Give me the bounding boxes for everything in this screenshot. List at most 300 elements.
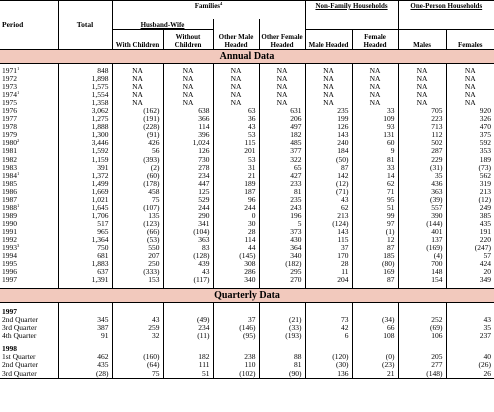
data-cell: 135 — [112, 212, 163, 220]
data-cell: 115 — [213, 139, 259, 147]
data-cell: 363 — [398, 188, 446, 196]
period-label: 1993 — [2, 244, 17, 253]
data-cell: NA — [446, 99, 494, 107]
data-cell: 31 — [213, 164, 259, 172]
data-cell: 1,554 — [58, 91, 112, 99]
row-period — [0, 196, 58, 204]
data-cell: 439 — [163, 260, 213, 268]
data-cell: 286 — [213, 268, 259, 276]
data-cell: NA — [352, 83, 398, 91]
data-cell: (228) — [112, 123, 163, 131]
annual-row — [0, 107, 494, 115]
nonfamily-label: Non-Family Households — [315, 2, 388, 10]
data-cell: 363 — [163, 236, 213, 244]
data-cell: 136 — [305, 370, 352, 379]
data-cell: 99 — [352, 212, 398, 220]
data-cell: 28 — [305, 260, 352, 268]
period-footnote: 1 — [17, 91, 20, 96]
data-cell: (4) — [398, 252, 446, 260]
row-period — [0, 139, 58, 147]
data-cell: 109 — [352, 115, 398, 123]
data-cell: 259 — [112, 324, 163, 332]
data-cell: (182) — [259, 260, 305, 268]
data-cell: 112 — [398, 131, 446, 139]
data-cell: 430 — [259, 236, 305, 244]
row-period — [0, 91, 58, 99]
data-cell: 340 — [259, 252, 305, 260]
period-label: 1972 — [2, 75, 17, 84]
data-cell: NA — [305, 67, 352, 75]
annual-row — [0, 172, 494, 180]
data-cell: 42 — [305, 324, 352, 332]
period-label: 1975 — [2, 99, 17, 108]
data-cell: 87 — [352, 244, 398, 252]
data-cell: NA — [163, 99, 213, 107]
data-cell: 1,391 — [58, 276, 112, 285]
data-cell: 199 — [305, 115, 352, 123]
data-cell: 108 — [352, 332, 398, 340]
data-cell: 713 — [398, 123, 446, 131]
data-cell: 57 — [446, 252, 494, 260]
data-cell: (1) — [352, 228, 398, 236]
data-cell: 396 — [163, 131, 213, 139]
data-cell: 53 — [213, 131, 259, 139]
data-cell: 43 — [163, 268, 213, 276]
data-cell: 435 — [446, 220, 494, 228]
data-cell: 1,645 — [58, 204, 112, 212]
data-cell: 244 — [163, 204, 213, 212]
data-cell: NA — [213, 75, 259, 83]
data-cell: (23) — [352, 361, 398, 369]
data-cell: 3,062 — [58, 107, 112, 115]
data-cell: 30 — [213, 220, 259, 228]
data-cell: 3,446 — [58, 139, 112, 147]
data-cell: 426 — [112, 139, 163, 147]
data-cell: 1,888 — [58, 123, 112, 131]
data-cell: (34) — [352, 316, 398, 324]
period-label: 1991 — [2, 227, 17, 236]
annual-row — [0, 147, 494, 155]
data-cell: 207 — [112, 252, 163, 260]
data-cell: NA — [446, 67, 494, 75]
data-cell: (148) — [398, 370, 446, 379]
data-cell: 223 — [398, 115, 446, 123]
data-cell: 1,300 — [58, 131, 112, 139]
data-cell: 1,883 — [58, 260, 112, 268]
data-cell: 184 — [305, 147, 352, 155]
data-cell: 96 — [213, 196, 259, 204]
quarter-year-row — [0, 308, 494, 316]
period-footnote: 2 — [17, 139, 20, 144]
data-cell: 143 — [305, 131, 352, 139]
data-cell: (69) — [398, 324, 446, 332]
data-cell: (145) — [213, 252, 259, 260]
data-cell: 191 — [446, 228, 494, 236]
data-cell: 1,898 — [58, 75, 112, 83]
data-cell: 126 — [305, 123, 352, 131]
data-cell: NA — [352, 99, 398, 107]
data-cell: 705 — [398, 107, 446, 115]
row-period — [0, 361, 58, 369]
data-cell: NA — [112, 75, 163, 83]
annual-row — [0, 236, 494, 244]
data-cell: 1,024 — [163, 139, 213, 147]
data-cell: NA — [213, 99, 259, 107]
data-cell: 290 — [163, 212, 213, 220]
period-label: 1973 — [2, 83, 17, 92]
data-cell: 270 — [259, 276, 305, 285]
annual-row — [0, 139, 494, 147]
data-cell: 1,592 — [58, 147, 112, 155]
data-cell: (30) — [305, 361, 352, 369]
data-cell: 235 — [259, 196, 305, 204]
data-cell: 93 — [352, 123, 398, 131]
data-cell: 106 — [398, 332, 446, 340]
row-period — [0, 172, 58, 180]
quarterly-row — [0, 332, 494, 340]
data-cell: (64) — [112, 361, 163, 369]
data-cell: 87 — [352, 276, 398, 285]
data-cell: NA — [352, 75, 398, 83]
data-cell: (95) — [213, 332, 259, 340]
period-label: 1989 — [2, 211, 17, 220]
data-cell: 234 — [163, 324, 213, 332]
data-cell: 33 — [352, 164, 398, 172]
period-label: 4th Quarter — [2, 332, 37, 341]
data-cell: (128) — [163, 252, 213, 260]
data-cell: NA — [112, 91, 163, 99]
data-cell: 37 — [213, 316, 259, 324]
period-footnote: 1 — [17, 171, 20, 176]
data-cell: (53) — [112, 236, 163, 244]
data-cell: NA — [213, 91, 259, 99]
data-cell: (90) — [259, 370, 305, 379]
annual-section-title: Annual Data — [0, 50, 494, 64]
data-cell: (124) — [305, 220, 352, 228]
row-period — [0, 115, 58, 123]
data-cell: 81 — [259, 188, 305, 196]
data-cell: 206 — [259, 115, 305, 123]
data-cell: 43 — [112, 316, 163, 324]
data-cell: 502 — [398, 139, 446, 147]
data-cell: 182 — [163, 353, 213, 361]
data-cell: 137 — [398, 236, 446, 244]
period-label: 1971 — [2, 67, 17, 76]
data-cell: 201 — [213, 147, 259, 155]
data-cell: (33) — [259, 324, 305, 332]
row-period — [0, 332, 58, 340]
nf-female-header: Female Headed — [352, 30, 398, 50]
annual-row — [0, 260, 494, 268]
data-cell: 341 — [163, 220, 213, 228]
data-cell: 115 — [305, 236, 352, 244]
data-cell: 36 — [213, 115, 259, 123]
row-period — [0, 244, 58, 252]
data-cell: (0) — [352, 353, 398, 361]
data-cell: 142 — [305, 172, 352, 180]
data-cell: (49) — [163, 316, 213, 324]
row-period — [0, 276, 58, 285]
data-cell: 447 — [163, 180, 213, 188]
data-cell: 126 — [163, 147, 213, 155]
data-cell: 51 — [352, 204, 398, 212]
period-label: 1983 — [2, 163, 17, 172]
row-period — [0, 204, 58, 212]
data-cell: 213 — [305, 212, 352, 220]
period-label: 1996 — [2, 268, 17, 277]
data-cell: 73 — [305, 316, 352, 324]
data-cell: 185 — [352, 252, 398, 260]
data-cell: 375 — [446, 131, 494, 139]
data-cell: NA — [112, 67, 163, 75]
data-cell: (11) — [163, 332, 213, 340]
data-cell: NA — [163, 83, 213, 91]
data-cell: (39) — [398, 196, 446, 204]
data-cell: 169 — [352, 268, 398, 276]
quarterly-row — [0, 316, 494, 324]
annual-row — [0, 164, 494, 172]
data-cell: 401 — [398, 228, 446, 236]
data-cell: 592 — [446, 139, 494, 147]
data-cell: 91 — [58, 332, 112, 340]
data-cell: 62 — [352, 180, 398, 188]
data-cell: 53 — [213, 156, 259, 164]
data-cell: NA — [259, 67, 305, 75]
data-cell: (71) — [305, 188, 352, 196]
data-cell: 35 — [398, 172, 446, 180]
period-label: 1978 — [2, 123, 17, 132]
data-cell: 95 — [352, 196, 398, 204]
data-cell: 6 — [305, 332, 352, 340]
annual-row — [0, 220, 494, 228]
quarter-year-row — [0, 345, 494, 353]
row-period — [0, 220, 58, 228]
row-period — [0, 188, 58, 196]
data-cell: 1,159 — [58, 156, 112, 164]
quarterly-row — [0, 353, 494, 361]
data-cell: 965 — [58, 228, 112, 236]
data-cell: NA — [259, 91, 305, 99]
quarterly-row — [0, 361, 494, 369]
data-cell: (73) — [446, 164, 494, 172]
data-cell: 21 — [352, 370, 398, 379]
data-cell: 345 — [58, 316, 112, 324]
data-cell: 340 — [213, 276, 259, 285]
data-cell: 62 — [305, 204, 352, 212]
period-label: 1986 — [2, 187, 17, 196]
period-label: 2nd Quarter — [2, 316, 39, 325]
data-cell: 0 — [213, 212, 259, 220]
data-cell: NA — [213, 83, 259, 91]
data-cell: NA — [398, 75, 446, 83]
quarterly-row — [0, 324, 494, 332]
annual-row — [0, 99, 494, 107]
data-cell: 189 — [446, 156, 494, 164]
data-cell: (117) — [163, 276, 213, 285]
data-cell: (21) — [259, 316, 305, 324]
data-cell: 83 — [163, 244, 213, 252]
annual-row — [0, 156, 494, 164]
data-cell: 497 — [259, 123, 305, 131]
data-cell: 322 — [259, 156, 305, 164]
data-cell: 205 — [398, 353, 446, 361]
data-cell: 390 — [398, 212, 446, 220]
data-cell: 26 — [446, 370, 494, 379]
data-cell: NA — [446, 75, 494, 83]
annual-row — [0, 67, 494, 75]
row-period — [0, 353, 58, 361]
period-label: 1982 — [2, 155, 17, 164]
data-cell: 143 — [305, 228, 352, 236]
without-children-header: Without Children — [163, 30, 213, 50]
data-cell: 562 — [446, 172, 494, 180]
one-person-label: One-Person Households — [410, 2, 483, 10]
annual-row — [0, 83, 494, 91]
data-cell: 240 — [305, 139, 352, 147]
data-cell: (393) — [112, 156, 163, 164]
row-period — [0, 123, 58, 131]
data-cell: 43 — [213, 123, 259, 131]
data-cell: 110 — [213, 361, 259, 369]
period-label: 1984 — [2, 171, 17, 180]
data-cell: (80) — [352, 260, 398, 268]
data-cell: 44 — [213, 244, 259, 252]
row-period — [0, 67, 58, 75]
period-label: 1994 — [2, 252, 17, 261]
data-cell: 848 — [58, 67, 112, 75]
row-period — [0, 131, 58, 139]
op-females-header: Females — [446, 30, 494, 50]
quarterly-row — [0, 370, 494, 379]
data-cell: 436 — [398, 180, 446, 188]
data-cell: 250 — [112, 260, 163, 268]
data-cell: 252 — [398, 316, 446, 324]
data-cell: 213 — [446, 188, 494, 196]
data-cell: 730 — [163, 156, 213, 164]
data-cell: 12 — [352, 236, 398, 244]
data-cell: (26) — [446, 361, 494, 369]
period-footnote: 3 — [17, 244, 20, 249]
data-cell: 37 — [305, 244, 352, 252]
data-cell: 75 — [112, 370, 163, 379]
data-cell: 1,372 — [58, 172, 112, 180]
data-cell: 35 — [446, 324, 494, 332]
data-cell: NA — [398, 83, 446, 91]
row-period — [0, 228, 58, 236]
row-period — [0, 370, 58, 379]
annual-section-header — [0, 50, 494, 64]
period-label: 1981 — [2, 147, 17, 156]
data-cell: 51 — [163, 370, 213, 379]
data-cell: NA — [398, 91, 446, 99]
data-cell: 187 — [213, 188, 259, 196]
data-cell: NA — [163, 75, 213, 83]
data-cell: (193) — [259, 332, 305, 340]
families-footnote: 4 — [220, 1, 223, 6]
data-cell: 154 — [398, 276, 446, 285]
data-cell: 182 — [259, 131, 305, 139]
period-label: 1st Quarter — [2, 353, 36, 362]
data-cell: NA — [259, 99, 305, 107]
data-cell: (12) — [305, 180, 352, 188]
data-cell: 14 — [352, 172, 398, 180]
data-cell: (28) — [58, 370, 112, 379]
period-label: 3rd Quarter — [2, 369, 37, 378]
row-period — [0, 107, 58, 115]
other-male-header: Other Male Headed — [213, 30, 259, 50]
data-cell: (146) — [213, 324, 259, 332]
data-cell: 387 — [58, 324, 112, 332]
annual-row — [0, 244, 494, 252]
data-cell: NA — [305, 91, 352, 99]
period-label: 1976 — [2, 107, 17, 116]
data-cell: NA — [305, 83, 352, 91]
data-cell: 5 — [259, 220, 305, 228]
data-cell: 424 — [446, 260, 494, 268]
data-cell: 32 — [112, 332, 163, 340]
data-cell: 65 — [259, 164, 305, 172]
annual-row — [0, 228, 494, 236]
nf-male-header: Male Headed — [305, 30, 352, 50]
data-cell: 750 — [58, 244, 112, 252]
data-cell: 637 — [58, 268, 112, 276]
data-cell: NA — [259, 83, 305, 91]
period-label: 1974 — [2, 91, 17, 100]
row-period — [0, 99, 58, 107]
row-period — [0, 316, 58, 324]
data-cell: 28 — [213, 228, 259, 236]
data-cell: 377 — [259, 147, 305, 155]
data-cell: 148 — [398, 268, 446, 276]
quarter-year-label: 1998 — [2, 345, 17, 354]
data-cell: 1,575 — [58, 83, 112, 91]
period-label: 2nd Quarter — [2, 361, 39, 370]
data-cell: 237 — [446, 332, 494, 340]
data-cell: (191) — [112, 115, 163, 123]
data-cell: (107) — [112, 204, 163, 212]
data-cell: 170 — [305, 252, 352, 260]
data-cell: 114 — [213, 236, 259, 244]
annual-row — [0, 268, 494, 276]
data-cell: (169) — [398, 244, 446, 252]
one-person-header — [398, 1, 494, 30]
data-cell: 196 — [259, 212, 305, 220]
data-cell: (144) — [398, 220, 446, 228]
data-cell: 97 — [352, 220, 398, 228]
data-cell: 66 — [352, 324, 398, 332]
period-label: 1979 — [2, 131, 17, 140]
data-cell: (12) — [446, 196, 494, 204]
data-cell: 364 — [259, 244, 305, 252]
data-cell: 366 — [163, 115, 213, 123]
data-cell: 1,364 — [58, 236, 112, 244]
data-cell: 295 — [259, 268, 305, 276]
data-cell: 244 — [213, 204, 259, 212]
data-cell: 349 — [446, 276, 494, 285]
row-period — [0, 252, 58, 260]
data-cell: (123) — [112, 220, 163, 228]
data-cell: 33 — [352, 107, 398, 115]
data-cell: NA — [446, 83, 494, 91]
data-cell: 470 — [446, 123, 494, 131]
data-cell: 287 — [398, 147, 446, 155]
data-cell: 308 — [213, 260, 259, 268]
total-header: Total — [58, 1, 112, 50]
row-period — [0, 268, 58, 276]
quarter-year-label: 1997 — [2, 308, 17, 317]
data-cell: 631 — [259, 107, 305, 115]
annual-row — [0, 196, 494, 204]
